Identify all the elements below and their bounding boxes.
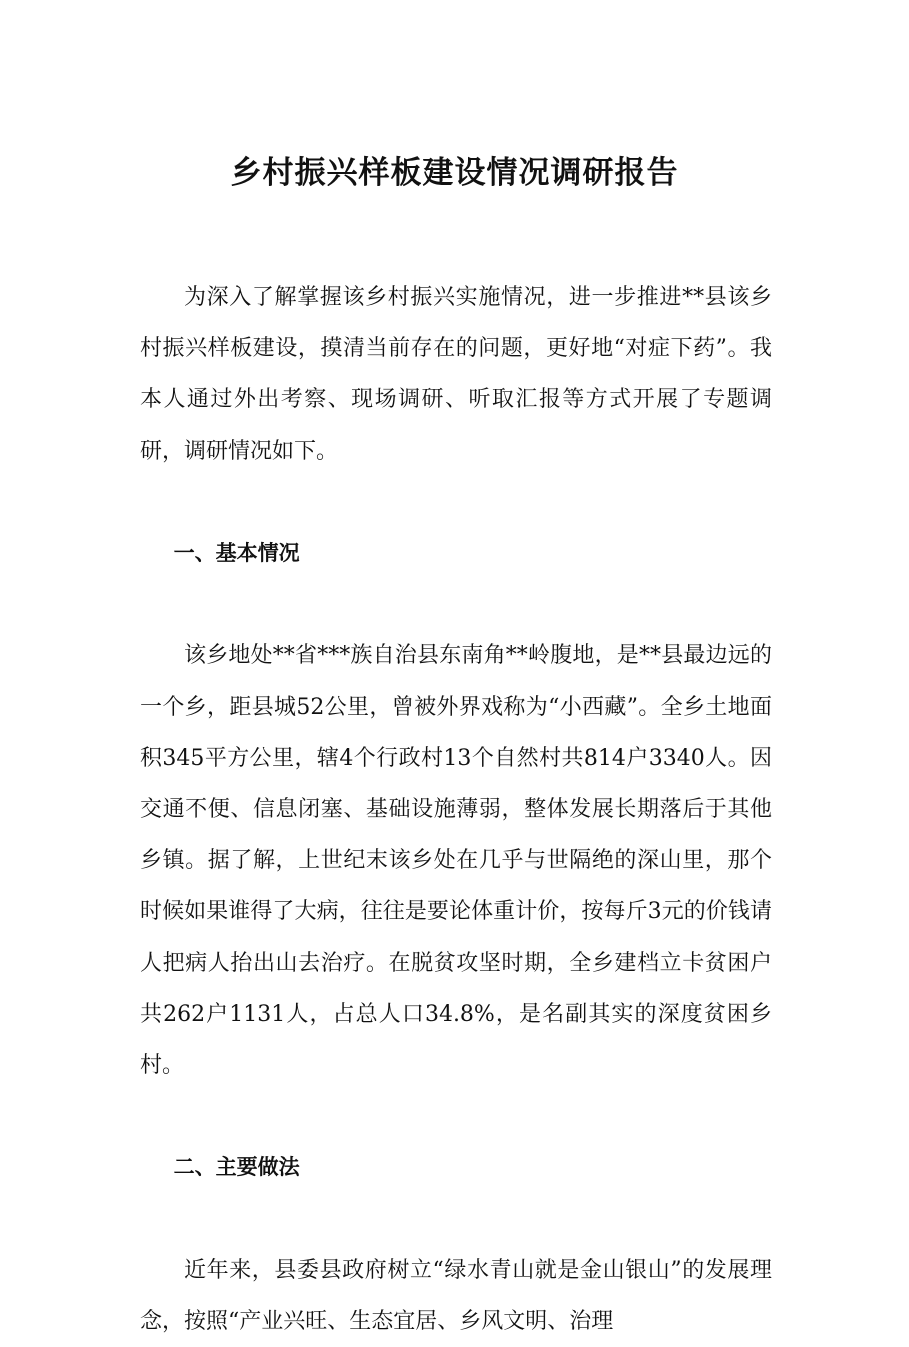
intro-paragraph: 为深入了解掌握该乡村振兴实施情况，进一步推进**县该乡村振兴样板建设，摸清当前存在的问题，更好地“对症下药”。我本人通过外出考察、现场调研、听取汇报等方式开展了专题调研，调研情况如下。: [140, 285, 772, 464]
section-paragraph-main-practices: 近年来，县委县政府树立“绿水青山就是金山银山”的发展理念，按照“产业兴旺、生态宜居、乡风文明、治理: [140, 1257, 772, 1334]
paragraph-gap: [140, 579, 772, 630]
section-heading-basic-situation: 一、基本情况: [173, 541, 300, 565]
document-title: 乡村振兴样板建设情况调研报告: [230, 155, 679, 191]
document-body: [140, 272, 772, 1347]
paragraph-gap: [140, 477, 772, 528]
section-paragraph-basic-situation: 该乡地处**省***族自治县东南角**岭腹地，是**县最边远的一个乡，距县城52公里，曾被外界戏称为“小西藏”。全乡土地面积345平方公里，辖4个行政村13个自然村共814户3340人。因交通不便、信息闭塞、基础设施薄弱，整体发展长期落后于其他乡镇。据了解，上世纪末该乡处在几乎与世隔绝的深山里，那个时候如果谁得了大病，往往是要论体重计价，按每斤3元的价钱请人把病人抬出山去治疗。在脱贫攻坚时期，全乡建档立卡贫困户共262户1131人，占总人口34.8%，是名副其实的深度贫困乡村。: [140, 643, 772, 1078]
paragraph-gap: [140, 1091, 772, 1142]
paragraph-gap: [140, 1194, 772, 1245]
section-heading-main-practices: 二、主要做法: [173, 1155, 300, 1180]
